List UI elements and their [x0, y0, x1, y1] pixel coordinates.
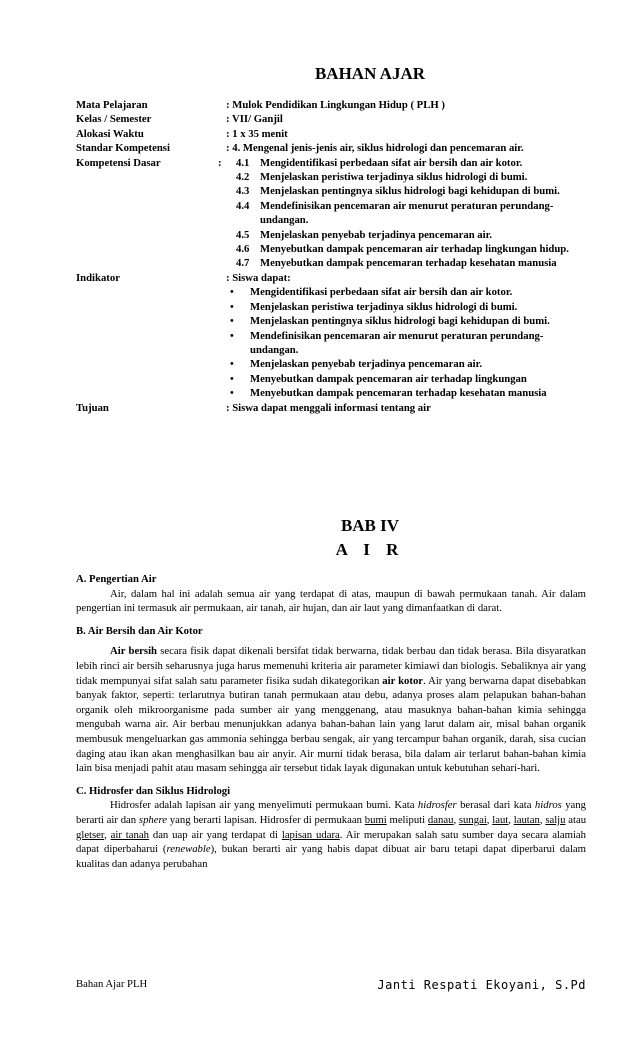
kd-item: [226, 228, 586, 242]
link-sungai[interactable]: sungai: [458, 813, 487, 826]
meta-value: [218, 156, 586, 271]
indikator-item: [226, 314, 586, 328]
meta-row-kelas: [76, 112, 586, 126]
meta-label: Tujuan: [76, 401, 109, 414]
meta-label: Alokasi Waktu: [76, 127, 144, 140]
meta-table: [76, 98, 586, 415]
meta-value: : 4. Mengenal jenis-jenis air, siklus hidrologi dan pencemaran air.: [226, 142, 524, 155]
meta-row-waktu: [76, 127, 586, 141]
section-paragraph: [76, 644, 586, 775]
meta-label: Kelas / Semester: [76, 113, 152, 126]
text-run: ,: [453, 813, 459, 826]
indikator-item: [226, 357, 586, 371]
bullet-icon: •: [230, 300, 234, 313]
term-air-kotor: air kotor: [382, 674, 424, 687]
bullet-icon: •: [230, 329, 234, 342]
text-run: ,: [539, 813, 546, 826]
page-title: BAHAN AJAR: [314, 64, 426, 83]
text-run: berasal dari kata: [456, 799, 535, 812]
kd-text: Menjelaskan pentingnya siklus hidrologi bagi kehidupan di bumi.: [260, 185, 560, 198]
meta-row-mapel: [76, 98, 586, 112]
term-renewable: renewable: [166, 843, 211, 856]
kd-number: 4.4: [236, 199, 250, 212]
indikator-item: [226, 372, 586, 386]
text-run: . Air yang berwarna dapat disebabkan banyak faktor, seperti: terlarutnya butiran tanah permukaan atau debu, adanya proses alam pelapukan bahan-bahan organik oleh mikroorganisme pada sumber air yang menggenang, atau masuknya bahan-bahan kimia sehingga mengubah warna air. Air berbau menunjukkan adanya bahan-bahan lain yang larut dalam air, misal bahan organik membusuk mengeluarkan gas ammonia sehingga berbau sengak, air yang tercampur bahan organik, darah, sisa cucian daging atau ikan akan menghasilkan bau air anyir. Air murni tidak berasa, bila dalam air terlarut bahan-bahan kimia lain bisa menjadi pahit atau masam sehingga air tersebut tidak layak digunakan untuk kebutuhan sehari-hari.: [76, 674, 586, 775]
meta-value: : VII/ Ganjil: [226, 113, 283, 126]
kd-number: 4.1: [236, 156, 250, 169]
bullet-icon: •: [230, 372, 234, 385]
link-bumi[interactable]: bumi: [364, 813, 387, 826]
link-danau[interactable]: danau: [427, 813, 454, 826]
kd-colon: :: [218, 156, 222, 169]
footer-author: Janti Respati Ekoyani, S.Pd: [377, 978, 586, 992]
meta-label: Standar Kompetensi: [76, 142, 170, 155]
meta-label: Indikator: [76, 271, 120, 284]
term-hidrosfer: hidrosfer: [417, 799, 457, 812]
meta-value: : Siswa dapat menggali informasi tentang air: [226, 401, 431, 414]
meta-row-indikator: [76, 271, 586, 401]
kd-item: [226, 256, 586, 270]
section-heading: A. Pengertian Air: [76, 573, 157, 585]
indikator-text: Mengidentifikasi perbedaan sifat air bersih dan air kotor.: [250, 286, 513, 299]
chapter-title: A I R: [335, 540, 405, 559]
kd-list: [218, 156, 586, 271]
text-run: yang berarti lapisan. Hidrosfer di permukaan: [167, 813, 365, 826]
text-run: dan uap air yang terdapat di: [148, 828, 282, 841]
kd-number: 4.3: [236, 185, 250, 198]
kd-item: [226, 199, 586, 228]
indikator-text: Menjelaskan peristiwa terjadinya siklus hidrologi di bumi.: [250, 300, 518, 313]
indikator-text: Menjelaskan penyebab terjadinya pencemaran air.: [250, 358, 483, 371]
kd-item: [226, 184, 586, 198]
text-run: ,: [508, 813, 514, 826]
indikator-item: [226, 329, 586, 358]
kd-text: Mengidentifikasi perbedaan sifat air bersih dan air kotor.: [260, 156, 523, 169]
text-run: secara fisik dapat dikenali bersifat tidak berwarna, tidak berbau dan tidak berasa. Bila disyaratkan lebih rinci air bersih seharusnya juga harus memenuhi kriteria air parameter kimiawi dan biologis. Sebaliknya air yang tidak mempunyai sifat salah satu parameter fisika sudah dikategorikan: [76, 645, 586, 687]
indikator-item: [226, 285, 586, 299]
link-laut[interactable]: laut: [492, 813, 509, 826]
kd-number: 4.6: [236, 243, 250, 256]
indikator-text: Menjelaskan pentingnya siklus hidrologi bagi kehidupan di bumi.: [250, 315, 550, 328]
text-run: atau: [565, 813, 587, 826]
indikator-intro: : Siswa dapat:: [226, 271, 291, 284]
section-c: [76, 784, 586, 872]
text-run: ,: [486, 813, 493, 826]
section-b: [76, 624, 586, 776]
meta-label: Mata Pelajaran: [76, 99, 148, 111]
bullet-icon: •: [230, 387, 234, 400]
meta-value: : 1 x 35 menit: [226, 127, 288, 140]
document-body: [76, 572, 586, 879]
chapter-heading: [76, 514, 586, 562]
text-run: yang berarti air dan: [76, 799, 586, 826]
indikator-text: Mendefinisikan pencemaran air menurut peraturan perundang-undangan.: [250, 329, 544, 356]
footer-left: Bahan Ajar PLH: [76, 978, 148, 990]
kd-number: 4.2: [236, 171, 250, 184]
meta-row-sk: [76, 141, 586, 155]
text-run: . Air merupakan salah satu sumber daya secara alamiah dapat diperbaharui (: [76, 828, 587, 856]
text-run: ,: [104, 828, 111, 841]
meta-value: : Mulok Pendidikan Lingkungan Hidup ( PLH ): [226, 99, 445, 111]
meta-label: Kompetensi Dasar: [76, 156, 161, 169]
kd-item: [226, 242, 586, 256]
kd-number: 4.7: [236, 257, 250, 270]
bullet-icon: •: [230, 315, 234, 328]
text-run: Hidrosfer adalah lapisan air yang menyelimuti permukaan bumi. Kata: [110, 799, 418, 812]
meta-value: [226, 271, 586, 401]
bullet-icon: •: [230, 358, 234, 371]
meta-row-kd: [76, 156, 586, 271]
kd-text: Menyebutkan dampak pencemaran terhadap kesehatan manusia: [260, 257, 557, 270]
section-heading: B. Air Bersih dan Air Kotor: [76, 624, 203, 637]
kd-text: Menjelaskan penyebab terjadinya pencemaran air.: [260, 228, 493, 241]
kd-item: [218, 156, 586, 170]
link-air-tanah[interactable]: air tanah: [110, 828, 149, 841]
kd-item: [226, 170, 586, 184]
chapter-number: BAB IV: [340, 516, 400, 535]
kd-text: Menjelaskan peristiwa terjadinya siklus hidrologi di bumi.: [260, 171, 528, 184]
term-hidros: hidros: [534, 799, 562, 812]
indikator-item: [226, 300, 586, 314]
link-gletser[interactable]: gletser: [76, 828, 105, 841]
link-lautan[interactable]: lautan: [513, 813, 540, 826]
section-a: [76, 572, 586, 616]
term-sphere: sphere: [138, 813, 168, 826]
kd-text: Menyebutkan dampak pencemaran air terhadap lingkungan hidup.: [260, 243, 569, 256]
section-paragraph: Air, dalam hal ini adalah semua air yang terdapat di atas, maupun di bawah permukaan tanah. Air dalam pengertian ini termasuk air permukaan, air tanah, air hujan, dan air laut yang dimanfaatkan di darat.: [76, 587, 586, 615]
indikator-item: [226, 386, 586, 400]
page-footer: [76, 978, 586, 992]
indikator-list: [226, 285, 586, 400]
term-air-bersih: Air bersih: [110, 645, 157, 658]
kd-text: Mendefinisikan pencemaran air menurut peraturan perundang-undangan.: [260, 199, 554, 227]
indikator-text: Menyebutkan dampak pencemaran air terhadap lingkungan: [250, 372, 527, 385]
text-run: meliputi: [386, 813, 428, 826]
link-salju[interactable]: salju: [545, 813, 566, 826]
bullet-icon: •: [230, 286, 234, 299]
text-run: ), bukan berarti air yang habis dapat dibuat air baru tetapi dapat diperbarui dalam kualitas dan adanya perubahan: [76, 843, 586, 870]
section-paragraph: [76, 798, 586, 871]
link-lapisan-udara[interactable]: lapisan udara: [281, 828, 340, 841]
section-heading: C. Hidrosfer dan Siklus Hidrologi: [76, 784, 231, 797]
indikator-text: Menyebutkan dampak pencemaran terhadap kesehatan manusia: [250, 387, 547, 400]
kd-number: 4.5: [236, 228, 250, 241]
meta-row-tujuan: [76, 401, 586, 415]
